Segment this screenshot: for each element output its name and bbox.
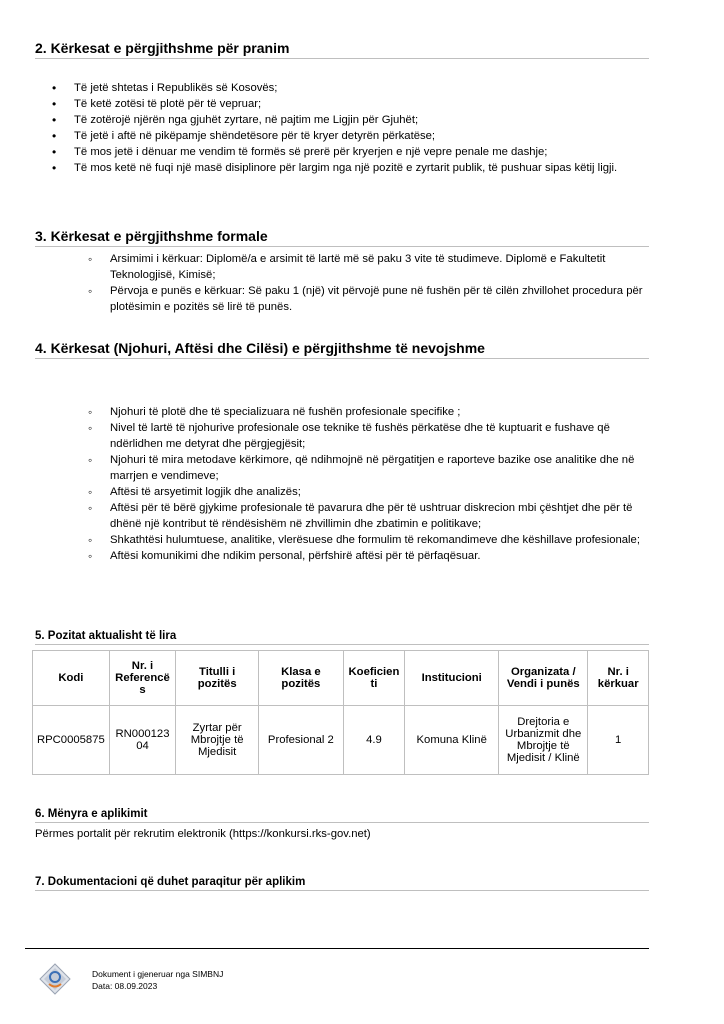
list-item: ◦ Arsimimi i kërkuar: Diplomë/a e arsimit të lartë më së paku 3 vite të studimeve. Diplomë e Fakultetit Teknologjisë, Kimisë; — [88, 251, 650, 283]
list-item: • Të jetë i aftë në pikëpamje shëndetësore për të kryer detyrën përkatëse; — [52, 128, 650, 144]
list-item: • Të zotërojë njërën nga gjuhët zyrtare, në pajtim me Ligjin për Gjuhët; — [52, 112, 650, 128]
list-item: • Të jetë shtetas i Republikës së Kosovës; — [52, 80, 650, 96]
section-7-title: 7. Dokumentacioni që duhet paraqitur për aplikim — [35, 876, 649, 891]
list-item: ◦ Aftësi të arsyetimit logjik dhe analizës; — [88, 484, 650, 500]
list-item: • Të mos ketë në fuqi një masë disiplinore për largim nga një pozitë e zyrtarit publik, të pushuar sipas këtij ligji. — [52, 160, 650, 176]
footer-generated-by: Dokument i gjeneruar nga SIMBNJ — [92, 969, 224, 979]
application-method-text: Përmes portalit për rekrutim elektronik (https://konkursi.rks-gov.net) — [35, 828, 371, 840]
cell-coefficient: 4.9 — [343, 706, 405, 775]
list-item: ◦ Aftësi komunikimi dhe ndikim personal, përfshirë aftësi për të përfaqësuar. — [88, 548, 650, 564]
cell-reference: RN000123 04 — [109, 706, 175, 775]
cell-organization: Drejtoria e Urbanizmit dhe Mbrojtje të Mjedisit / Klinë — [499, 706, 588, 775]
col-header-count: Nr. i kërkuar — [588, 651, 649, 706]
section-5-title: 5. Pozitat aktualisht të lira — [35, 630, 649, 645]
section-3-title: 3. Kërkesat e përgjithshme formale — [35, 228, 649, 247]
section-4-title: 4. Kërkesat (Njohuri, Aftësi dhe Cilësi) e përgjithshme të nevojshme — [35, 340, 649, 359]
section-3-list — [88, 251, 650, 315]
cell-count: 1 — [588, 706, 649, 775]
table-row — [33, 706, 649, 775]
list-item: • Të mos jetë i dënuar me vendim të formës së prerë për kryerjen e një vepre penale me dashje; — [52, 144, 650, 160]
list-item: ◦ Nivel të lartë të njohurive profesionale ose teknike të fushës përkatëse dhe të kuptuarit e fushave që ndërlidhen me detyrat dhe përgjegjësit; — [88, 420, 650, 452]
list-item: ◦ Aftësi për të bërë gjykime profesionale të pavarura dhe për të ushtruar diskrecion mbi çështjet dhe për të dhënë një kontribut të rëndësishëm në zhvillimin dhe zbatimin e politikave; — [88, 500, 650, 532]
footer-date: Data: 08.09.2023 — [92, 981, 158, 991]
cell-kodi: RPC0005875 — [33, 706, 110, 775]
list-item: ◦ Njohuri të plotë dhe të specializuara në fushën profesionale specifike ; — [88, 404, 650, 420]
section-2-list — [52, 80, 650, 176]
col-header-kodi: Kodi — [33, 651, 110, 706]
cell-class: Profesional 2 — [259, 706, 344, 775]
footer-divider — [25, 948, 649, 949]
col-header-class: Klasa e pozitës — [259, 651, 344, 706]
list-item: ◦ Shkathtësi hulumtuese, analitike, vlerësuese dhe formulim të rekomandimeve dhe këshillave profesionale; — [88, 532, 650, 548]
section-4-list — [88, 404, 650, 564]
col-header-reference: Nr. i Referencë s — [109, 651, 175, 706]
cell-title: Zyrtar për Mbrojtje të Mjedisit — [176, 706, 259, 775]
table-header-row — [33, 651, 649, 706]
cell-institution: Komuna Klinë — [405, 706, 499, 775]
col-header-title: Titulli i pozitës — [176, 651, 259, 706]
simbnj-logo-icon — [38, 962, 72, 996]
footer-text — [92, 968, 223, 992]
list-item: ◦ Përvoja e punës e kërkuar: Së paku 1 (një) vit përvojë pune në fushën për të cilën zhvillohet procedura për plotësimin e pozitës së lirë të punës. — [88, 283, 650, 315]
col-header-institution: Institucioni — [405, 651, 499, 706]
col-header-coefficient: Koeficien ti — [343, 651, 405, 706]
positions-table — [32, 650, 649, 775]
list-item: • Të ketë zotësi të plotë për të vepruar; — [52, 96, 650, 112]
section-6-title: 6. Mënyra e aplikimit — [35, 808, 649, 823]
section-2-title: 2. Kërkesat e përgjithshme për pranim — [35, 40, 649, 59]
list-item: ◦ Njohuri të mira metodave kërkimore, që ndihmojnë në përgatitjen e raporteve bazike ose analitike dhe në marrjen e vendimeve; — [88, 452, 650, 484]
col-header-organization: Organizata / Vendi i punës — [499, 651, 588, 706]
